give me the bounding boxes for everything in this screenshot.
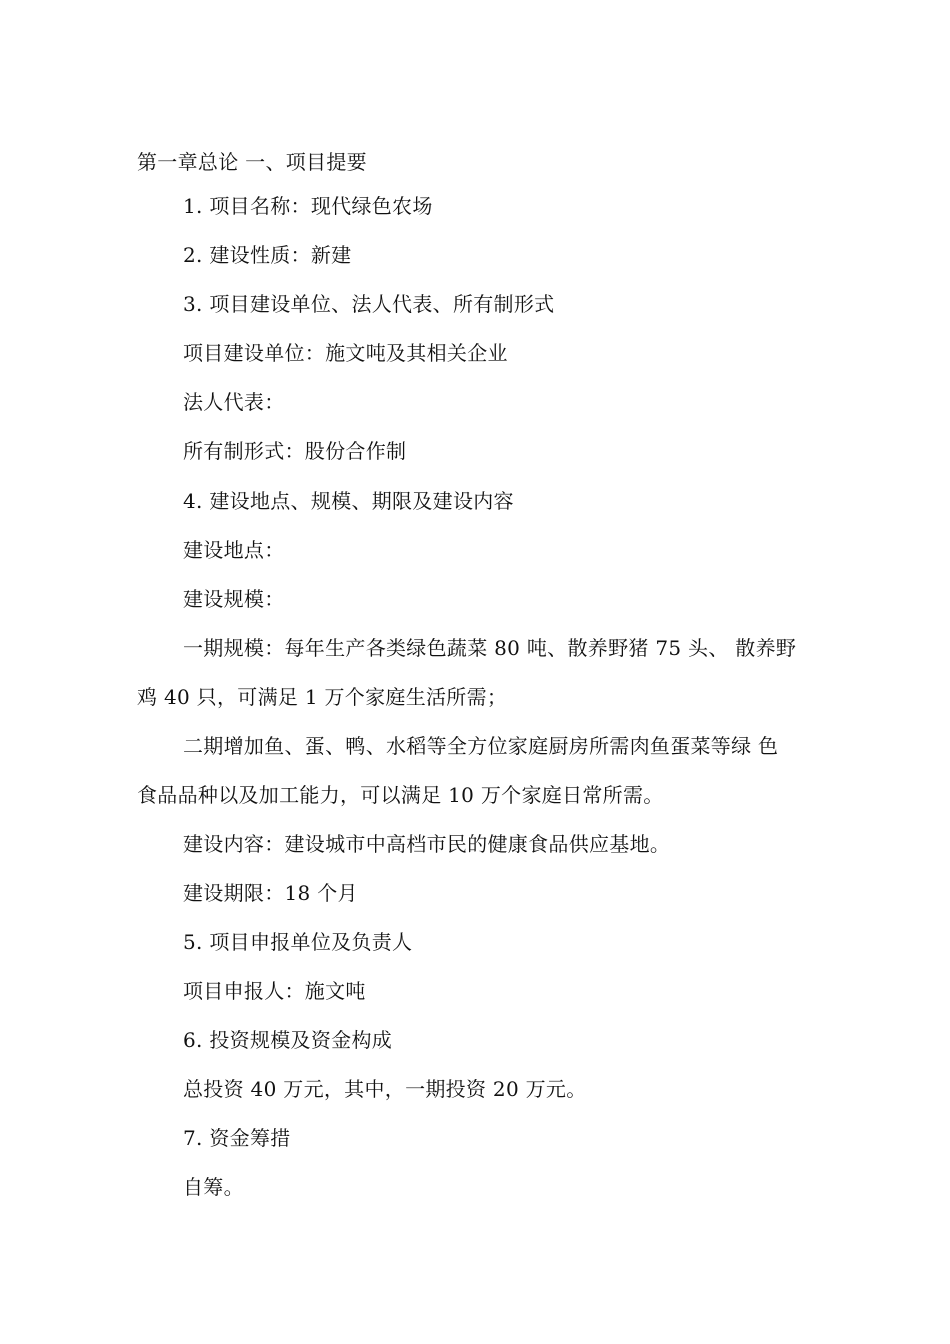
- item-phase2-line2: 食品品种以及加工能力，可以满足 10 万个家庭日常所需。: [137, 783, 664, 807]
- item-funding-title: 7. 资金筹措: [183, 1126, 291, 1150]
- item-legal-rep: 法人代表：: [183, 390, 285, 414]
- item-phase2-line1: 二期增加鱼、蛋、鸭、水稻等全方位家庭厨房所需肉鱼蛋菜等绿 色: [183, 734, 779, 758]
- item-phase1-line1: 一期规模：每年生产各类绿色蔬菜 80 吨、散养野猪 75 头、 散养野: [183, 636, 797, 660]
- item-construction-nature: 2. 建设性质：新建: [183, 243, 352, 267]
- item-investment: 总投资 40 万元，其中，一期投资 20 万元。: [183, 1077, 587, 1101]
- item-project-name: 1. 项目名称：现代绿色农场: [183, 194, 433, 218]
- item-construction-unit: 项目建设单位：施文吨及其相关企业: [183, 341, 508, 365]
- item-applicant: 项目申报人：施文吨: [183, 979, 366, 1003]
- item-phase1-line2: 鸡 40 只，可满足 1 万个家庭生活所需；: [137, 685, 508, 709]
- item-funding: 自筹。: [183, 1175, 244, 1199]
- item-location: 建设地点：: [183, 538, 285, 562]
- item-investment-title: 6. 投资规模及资金构成: [183, 1028, 393, 1052]
- item-period: 建设期限：18 个月: [183, 881, 358, 905]
- item-applicant-title: 5. 项目申报单位及负责人: [183, 930, 413, 954]
- item-unit-title: 3. 项目建设单位、法人代表、所有制形式: [183, 292, 555, 316]
- item-location-title: 4. 建设地点、规模、期限及建设内容: [183, 489, 514, 513]
- item-scale: 建设规模：: [183, 587, 285, 611]
- chapter-heading: 第一章总论 一、项目提要: [137, 150, 367, 174]
- item-content: 建设内容：建设城市中高档市民的健康食品供应基地。: [183, 832, 671, 856]
- item-ownership: 所有制形式：股份合作制: [183, 439, 407, 463]
